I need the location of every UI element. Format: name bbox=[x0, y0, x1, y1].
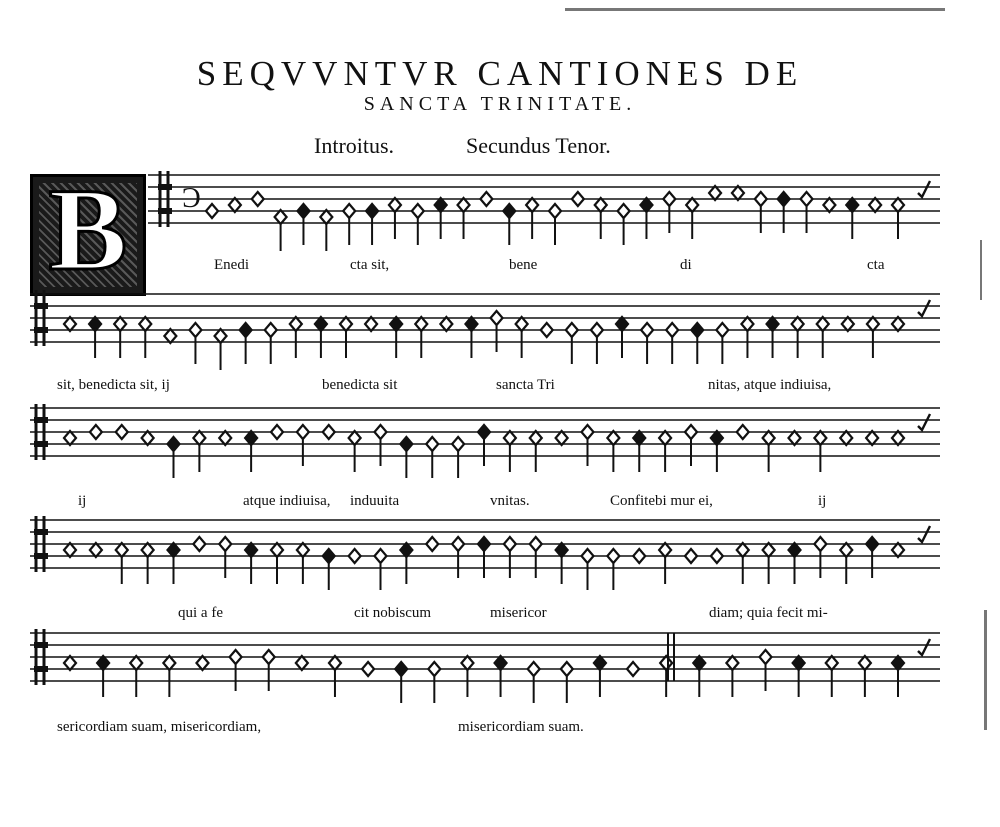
clef-block bbox=[34, 327, 48, 333]
note-head bbox=[461, 656, 473, 670]
note-head bbox=[842, 317, 854, 331]
note-head bbox=[549, 204, 561, 218]
note-head bbox=[323, 549, 335, 563]
note-head bbox=[389, 198, 401, 212]
note-head bbox=[859, 656, 871, 670]
note-head bbox=[840, 543, 852, 557]
note-head bbox=[767, 317, 779, 331]
note-head bbox=[206, 204, 218, 218]
note-head bbox=[528, 662, 540, 676]
note-head bbox=[691, 323, 703, 337]
lyric-text: cit nobiscum bbox=[354, 605, 432, 621]
lyric-text: diam; quia fecit mi- bbox=[709, 605, 828, 621]
note-head bbox=[760, 650, 772, 664]
note-head bbox=[89, 317, 101, 331]
note-head bbox=[595, 198, 607, 212]
note-head bbox=[271, 425, 283, 439]
note-head bbox=[315, 317, 327, 331]
note-head bbox=[633, 549, 645, 563]
note-head bbox=[400, 437, 412, 451]
note-head bbox=[365, 317, 377, 331]
note-head bbox=[711, 549, 723, 563]
note-head bbox=[826, 656, 838, 670]
clef-block bbox=[34, 303, 48, 309]
note-head bbox=[478, 537, 490, 551]
custos-mark bbox=[918, 526, 930, 542]
lyric-text: ij bbox=[78, 493, 87, 509]
note-head bbox=[252, 192, 264, 206]
note-head bbox=[275, 210, 287, 224]
note-head bbox=[478, 425, 490, 439]
clef-block bbox=[34, 666, 48, 672]
note-head bbox=[846, 198, 858, 212]
note-head bbox=[290, 317, 302, 331]
lyric-text: atque indiuisa, bbox=[243, 493, 331, 509]
note-head bbox=[390, 317, 402, 331]
lyric-text: Enedi bbox=[214, 257, 249, 273]
lyric-text: induuita bbox=[350, 493, 400, 509]
note-head bbox=[716, 323, 728, 337]
note-head bbox=[349, 549, 361, 563]
note-head bbox=[789, 431, 801, 445]
note-head bbox=[90, 543, 102, 557]
note-head bbox=[892, 431, 904, 445]
note-head bbox=[741, 317, 753, 331]
note-head bbox=[196, 656, 208, 670]
note-head bbox=[164, 329, 176, 343]
note-head bbox=[892, 543, 904, 557]
note-head bbox=[541, 323, 553, 337]
note-head bbox=[504, 537, 516, 551]
note-head bbox=[142, 543, 154, 557]
note-head bbox=[618, 204, 630, 218]
note-head bbox=[491, 311, 503, 325]
note-head bbox=[607, 549, 619, 563]
lyric-text: sit, benedicta sit, ij bbox=[57, 377, 170, 393]
note-head bbox=[726, 656, 738, 670]
lyric-text: cta bbox=[867, 257, 885, 273]
note-head bbox=[452, 437, 464, 451]
note-head bbox=[789, 543, 801, 557]
note-head bbox=[64, 656, 76, 670]
custos-mark bbox=[918, 639, 930, 655]
note-head bbox=[867, 317, 879, 331]
lyric-text: ij bbox=[818, 493, 827, 509]
custos-mark bbox=[918, 181, 930, 197]
note-head bbox=[245, 431, 257, 445]
lyric-text: sericordiam suam, misericordiam, bbox=[57, 719, 262, 735]
note-head bbox=[219, 431, 231, 445]
note-head bbox=[582, 549, 594, 563]
lyric-text: sancta Tri bbox=[496, 377, 555, 393]
note-head bbox=[686, 198, 698, 212]
note-head bbox=[640, 198, 652, 212]
clef-block bbox=[34, 529, 48, 535]
note-head bbox=[495, 656, 507, 670]
note-head bbox=[296, 656, 308, 670]
note-head bbox=[415, 317, 427, 331]
note-head bbox=[660, 656, 672, 670]
lyric-text: Confitebi mur ei, bbox=[610, 493, 713, 509]
page-title: SEQVVNTVR CANTIONES DE bbox=[196, 54, 804, 93]
note-head bbox=[556, 431, 568, 445]
note-head bbox=[866, 537, 878, 551]
note-head bbox=[685, 549, 697, 563]
note-head bbox=[814, 537, 826, 551]
note-head bbox=[616, 317, 628, 331]
note-head bbox=[737, 543, 749, 557]
note-head bbox=[709, 186, 721, 200]
note-head bbox=[465, 317, 477, 331]
note-head bbox=[375, 425, 387, 439]
note-head bbox=[329, 656, 341, 670]
clef-block bbox=[158, 184, 172, 190]
note-head bbox=[530, 537, 542, 551]
note-head bbox=[130, 656, 142, 670]
note-head bbox=[64, 543, 76, 557]
clef-block bbox=[34, 553, 48, 559]
lyric-text: misericor bbox=[490, 605, 547, 621]
note-head bbox=[340, 317, 352, 331]
section-label-introitus: Introitus. bbox=[314, 133, 395, 158]
note-head bbox=[271, 543, 283, 557]
note-head bbox=[189, 323, 201, 337]
clef-block bbox=[158, 208, 172, 214]
note-head bbox=[814, 431, 826, 445]
note-head bbox=[530, 431, 542, 445]
lyric-text: cta sit, bbox=[350, 257, 390, 273]
note-head bbox=[97, 656, 109, 670]
note-head bbox=[526, 198, 538, 212]
note-head bbox=[163, 656, 175, 670]
note-head bbox=[869, 198, 881, 212]
note-head bbox=[641, 323, 653, 337]
page-subtitle: SANCTA TRINITATE. bbox=[363, 93, 637, 115]
note-head bbox=[114, 317, 126, 331]
note-head bbox=[892, 317, 904, 331]
lyric-text: bene bbox=[509, 257, 538, 273]
note-head bbox=[627, 662, 639, 676]
note-head bbox=[504, 431, 516, 445]
note-head bbox=[362, 662, 374, 676]
note-head bbox=[245, 543, 257, 557]
note-head bbox=[763, 543, 775, 557]
note-head bbox=[737, 425, 749, 439]
note-head bbox=[793, 656, 805, 670]
lyric-text: misericordiam suam. bbox=[458, 719, 584, 735]
note-head bbox=[801, 192, 813, 206]
note-head bbox=[659, 431, 671, 445]
note-head bbox=[64, 431, 76, 445]
note-head bbox=[866, 431, 878, 445]
note-head bbox=[582, 425, 594, 439]
note-head bbox=[556, 543, 568, 557]
note-head bbox=[633, 431, 645, 445]
note-head bbox=[591, 323, 603, 337]
note-head bbox=[823, 198, 835, 212]
scan-edge-mark bbox=[980, 240, 982, 300]
note-head bbox=[755, 192, 767, 206]
note-head bbox=[503, 204, 515, 218]
note-head bbox=[685, 425, 697, 439]
note-head bbox=[229, 198, 241, 212]
initial-letter: B bbox=[48, 174, 128, 295]
clef-block bbox=[34, 417, 48, 423]
note-head bbox=[193, 537, 205, 551]
mensuration-sign: Ɔ bbox=[182, 183, 201, 214]
note-head bbox=[426, 437, 438, 451]
lyric-text: qui a fe bbox=[178, 605, 223, 621]
note-head bbox=[892, 656, 904, 670]
note-head bbox=[349, 431, 361, 445]
note-head bbox=[116, 543, 128, 557]
note-head bbox=[594, 656, 606, 670]
note-head bbox=[732, 186, 744, 200]
scan-edge-mark bbox=[984, 610, 987, 730]
note-head bbox=[693, 656, 705, 670]
note-head bbox=[778, 192, 790, 206]
lyric-text: benedicta sit bbox=[322, 377, 398, 393]
note-head bbox=[142, 431, 154, 445]
note-head bbox=[572, 192, 584, 206]
note-head bbox=[840, 431, 852, 445]
note-head bbox=[320, 210, 332, 224]
lyric-text: di bbox=[680, 257, 692, 273]
note-head bbox=[400, 543, 412, 557]
note-head bbox=[116, 425, 128, 439]
lyric-text: nitas, atque indiuisa, bbox=[708, 377, 832, 393]
note-head bbox=[375, 549, 387, 563]
note-head bbox=[215, 329, 227, 343]
note-head bbox=[480, 192, 492, 206]
note-head bbox=[240, 323, 252, 337]
note-head bbox=[168, 437, 180, 451]
note-head bbox=[366, 204, 378, 218]
custos-mark bbox=[918, 414, 930, 430]
note-head bbox=[139, 317, 151, 331]
note-head bbox=[566, 323, 578, 337]
note-head bbox=[193, 431, 205, 445]
note-head bbox=[297, 204, 309, 218]
note-head bbox=[426, 537, 438, 551]
note-head bbox=[711, 431, 723, 445]
note-head bbox=[297, 543, 309, 557]
note-head bbox=[892, 198, 904, 212]
note-head bbox=[297, 425, 309, 439]
note-head bbox=[607, 431, 619, 445]
note-head bbox=[666, 323, 678, 337]
note-head bbox=[395, 662, 407, 676]
note-head bbox=[90, 425, 102, 439]
note-head bbox=[435, 198, 447, 212]
note-head bbox=[763, 431, 775, 445]
note-head bbox=[452, 537, 464, 551]
note-head bbox=[428, 662, 440, 676]
note-head bbox=[659, 543, 671, 557]
scan-edge-mark bbox=[565, 8, 945, 11]
note-head bbox=[458, 198, 470, 212]
note-head bbox=[412, 204, 424, 218]
lyric-text: vnitas. bbox=[490, 493, 530, 509]
clef-block bbox=[34, 642, 48, 648]
note-head bbox=[265, 323, 277, 337]
note-head bbox=[792, 317, 804, 331]
note-head bbox=[263, 650, 275, 664]
note-head bbox=[323, 425, 335, 439]
note-head bbox=[168, 543, 180, 557]
note-head bbox=[64, 317, 76, 331]
custos-mark bbox=[918, 300, 930, 316]
note-head bbox=[219, 537, 231, 551]
note-head bbox=[663, 192, 675, 206]
note-head bbox=[817, 317, 829, 331]
note-head bbox=[230, 650, 242, 664]
note-head bbox=[343, 204, 355, 218]
clef-block bbox=[34, 441, 48, 447]
voice-label: Secundus Tenor. bbox=[466, 133, 611, 158]
note-head bbox=[440, 317, 452, 331]
note-head bbox=[516, 317, 528, 331]
note-head bbox=[561, 662, 573, 676]
